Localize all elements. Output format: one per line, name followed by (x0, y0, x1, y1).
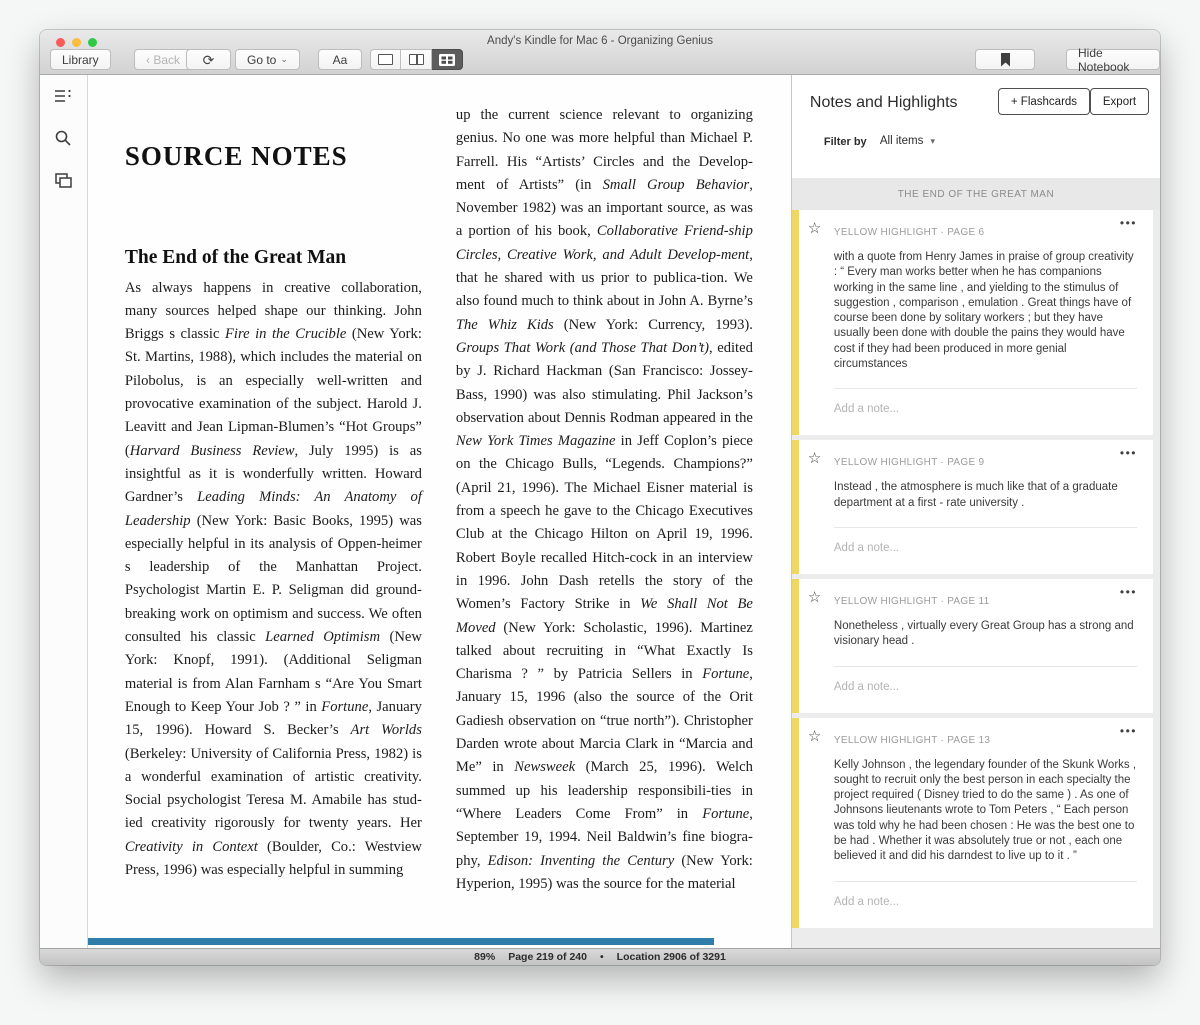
back-button[interactable]: ‹ Back (134, 49, 192, 70)
card-divider (834, 388, 1137, 389)
highlight-label: YELLOW HIGHLIGHT · PAGE 11 (833, 595, 990, 607)
star-icon[interactable]: ☆ (807, 588, 822, 606)
highlight-list (792, 210, 1160, 948)
chevron-down-icon: ⌄ (280, 54, 288, 64)
more-options-icon[interactable]: ••• (1119, 446, 1137, 461)
font-settings-button[interactable]: Aa (318, 49, 362, 70)
card-divider (834, 527, 1137, 528)
book-text-left: As always happens in creative collaboration, many sources helped shape our thinking. John Briggs s classic Fire in the Crucible (New York: St. Martins, 1988), which includes the material on Pilobolus, is an especially well-written and provocative examination of the subject. Harold J. Leavitt and Jean Lipman-Blumen’s “Hot Groups” (Harvard Business Review, July 1995) is as insightful as it is wonderfully written. Howard Gardner’s Leading Minds: An Anatomy of Leadership (New York: Basic Books, 1995) was especially helpful in its analysis of Oppen-heimer s leadership of the Manhattan Project. Psychologist Martin E. P. Seligman did ground-breaking work on optimism and success. We often consulted his classic Learned Optimism (New York: Knopf, 1991). (Additional Seligman material is from Alan Farnham s “Are You Smart Enough to Keep Your Job ? ” in Fortune, January 15, 1996). Howard S. Becker’s Art Worlds (Berkeley: University of California Press, 1982) is a wonderful examination of artistic creativity. Social psychologist Teresa M. Amabile has stud-ied creativity rigorously for twenty years. Her Creativity in Context (Boulder, Co.: Westview Press, 1996) was especially helpful in summing (124, 279, 422, 879)
highlight-text: with a quote from Henry James in praise of group creativity : “ Every man works better when he has companions working in the same line , and yielding to the stimulus of suggestion , comparison , emulation . Great things have of course been done by solitary workers ; but they have usually been done with double the pains they would have cost if they had been produced in more genial circumstances (833, 251, 1134, 371)
two-page-icon (409, 54, 424, 65)
section-heading: The End of the Great Man (124, 247, 347, 269)
left-sidebar (40, 75, 88, 948)
highlight-label: YELLOW HIGHLIGHT · PAGE 13 (833, 734, 991, 746)
two-column-view-button[interactable] (401, 49, 432, 70)
flashcards-pages-icon[interactable] (54, 171, 72, 189)
kindle-window (40, 30, 1160, 965)
add-note-field[interactable]: Add a note... (833, 541, 900, 554)
bookmark-icon (1000, 53, 1011, 67)
notebook-title: Notes and Highlights (809, 94, 958, 111)
reading-progress-bar[interactable] (88, 938, 714, 945)
goto-button[interactable] (235, 49, 300, 70)
highlight-card[interactable] (792, 718, 1153, 928)
highlight-card[interactable] (792, 210, 1153, 435)
add-note-field[interactable]: Add a note... (833, 403, 900, 416)
main-area (40, 75, 1160, 948)
single-column-view-button[interactable] (370, 49, 401, 70)
highlight-card[interactable] (792, 579, 1153, 713)
separator-dot: • (599, 951, 604, 963)
filter-by-label: Filter by (823, 136, 867, 148)
window-title: Andy's Kindle for Mac 6 - Organizing Genius (487, 35, 713, 47)
book-text-right: up the current science relevant to organizing genius. No one was more helpful than Michael P. Farrell. His “Artists’ Circles and the Develop-ment of Artists” (in Small Group Behavior, November 1982) was an important source, as was a portion of his book, Collaborative Friend-ship Circles, Creative Work, and Adult Develop-ment, that he shared with us prior to publica-tion. We also found much to think about in John A. Byrne’s The Whiz Kids (New York: Currency, 1993). Groups That Work (and Those That Don’t), edited by J. Richard Hackman (San Francisco: Jossey-Bass, 1990) was also stimulating. Phil Jackson’s observation about Dennis Rodman appeared in the New York Times Magazine in Jeff Coplon’s piece on the Chicago Bulls, “Legends. Champions?” (April 21, 1996). The Michael Eisner material is from a speech he gave to the Chicago Executives Club at the Chicago Hilton on April 19, 1996. Robert Boyle recalled Hitch-cock in an interview in 1996. John Dash retells the story of the Women’s Factory Strike in We Shall Not Be Moved (New York: Scholastic, 1996). Martinez talked about recruiting in “What Exactly Is Charisma ? ” by Patricia Sellers in Fortune, January 15, 1996 (also the source of the Orit Gadiesh observation on “true north”). Christopher Darden wrote about Marcia Clark in “Marcia and Me” in Newsweek (March 25, 1996). Welch summed up his leadership responsibili-ties in “Where Leaders Come From” in Fortune, September 19, 1994. Neil Baldwin’s fine biogra-phy, Edison: Inventing the Century (New York: Hyperion, 1995) was the source for the material (455, 107, 753, 892)
star-icon[interactable]: ☆ (807, 727, 822, 745)
page-indicator: Page 219 of 240 (508, 951, 587, 963)
highlight-text: Instead , the atmosphere is much like that of a graduate department at a first - rate university . (833, 481, 1118, 509)
search-icon[interactable] (54, 129, 72, 147)
book-column-left (125, 75, 422, 896)
export-button[interactable]: Export (1090, 88, 1149, 115)
star-icon[interactable]: ☆ (807, 450, 822, 468)
goto-label: Go to (247, 52, 277, 67)
notebook-view-button[interactable] (432, 49, 463, 70)
more-options-icon[interactable]: ••• (1119, 216, 1137, 230)
highlight-label: YELLOW HIGHLIGHT · PAGE 6 (833, 227, 985, 238)
add-note-field[interactable]: Add a note... (833, 680, 900, 693)
library-button[interactable]: Library (50, 49, 111, 70)
card-divider (834, 881, 1137, 882)
single-page-icon (378, 54, 393, 65)
star-icon[interactable]: ☆ (807, 220, 822, 237)
title-toolbar (40, 30, 1160, 75)
chevron-down-icon: ▾ (930, 136, 936, 146)
more-options-icon[interactable]: ••• (1119, 584, 1137, 599)
highlight-card[interactable] (792, 440, 1153, 574)
card-divider (834, 666, 1137, 667)
notebook-panel (791, 75, 1160, 948)
section-band: THE END OF THE GREAT MAN (792, 178, 1160, 210)
chapter-title: SOURCE NOTES (124, 141, 348, 171)
notebook-header (792, 75, 1160, 178)
highlight-text: Kelly Johnson , the legendary founder of the Skunk Works , sought to recruit only the best person in each specialty the project required ( Disney tried to do the same ) . As one of Johnsons lieutenants wrote to Tom Peters , “ Each person was told why he had been chosen : He was the best one to be had . Whether it was absolutely true or not , each one believed it and did his darndest to live up to it . ” (833, 758, 1137, 863)
highlight-label: YELLOW HIGHLIGHT · PAGE 9 (833, 457, 985, 469)
hide-notebook-button[interactable]: Hide Notebook (1066, 49, 1160, 70)
progress-percent: 89% (474, 951, 496, 963)
more-options-icon[interactable]: ••• (1119, 723, 1137, 738)
sync-button[interactable] (186, 49, 231, 70)
add-note-field[interactable]: Add a note... (833, 895, 900, 908)
table-of-contents-icon[interactable] (54, 87, 72, 105)
flashcards-button[interactable]: + Flashcards (998, 88, 1090, 115)
filter-dropdown[interactable] (880, 135, 935, 147)
location-indicator: Location 2906 of 3291 (616, 951, 726, 963)
highlight-text: Nonetheless , virtually every Great Group has a strong and visionary head . (833, 619, 1134, 648)
notebook-grid-icon (439, 54, 455, 66)
reading-pane (88, 75, 791, 948)
filter-value: All items (879, 135, 924, 147)
book-column-right (456, 75, 753, 896)
view-mode-segment (370, 49, 463, 70)
bookmark-button[interactable] (975, 49, 1035, 70)
refresh-icon: ⟳ (202, 51, 215, 68)
status-bar (40, 948, 1160, 965)
